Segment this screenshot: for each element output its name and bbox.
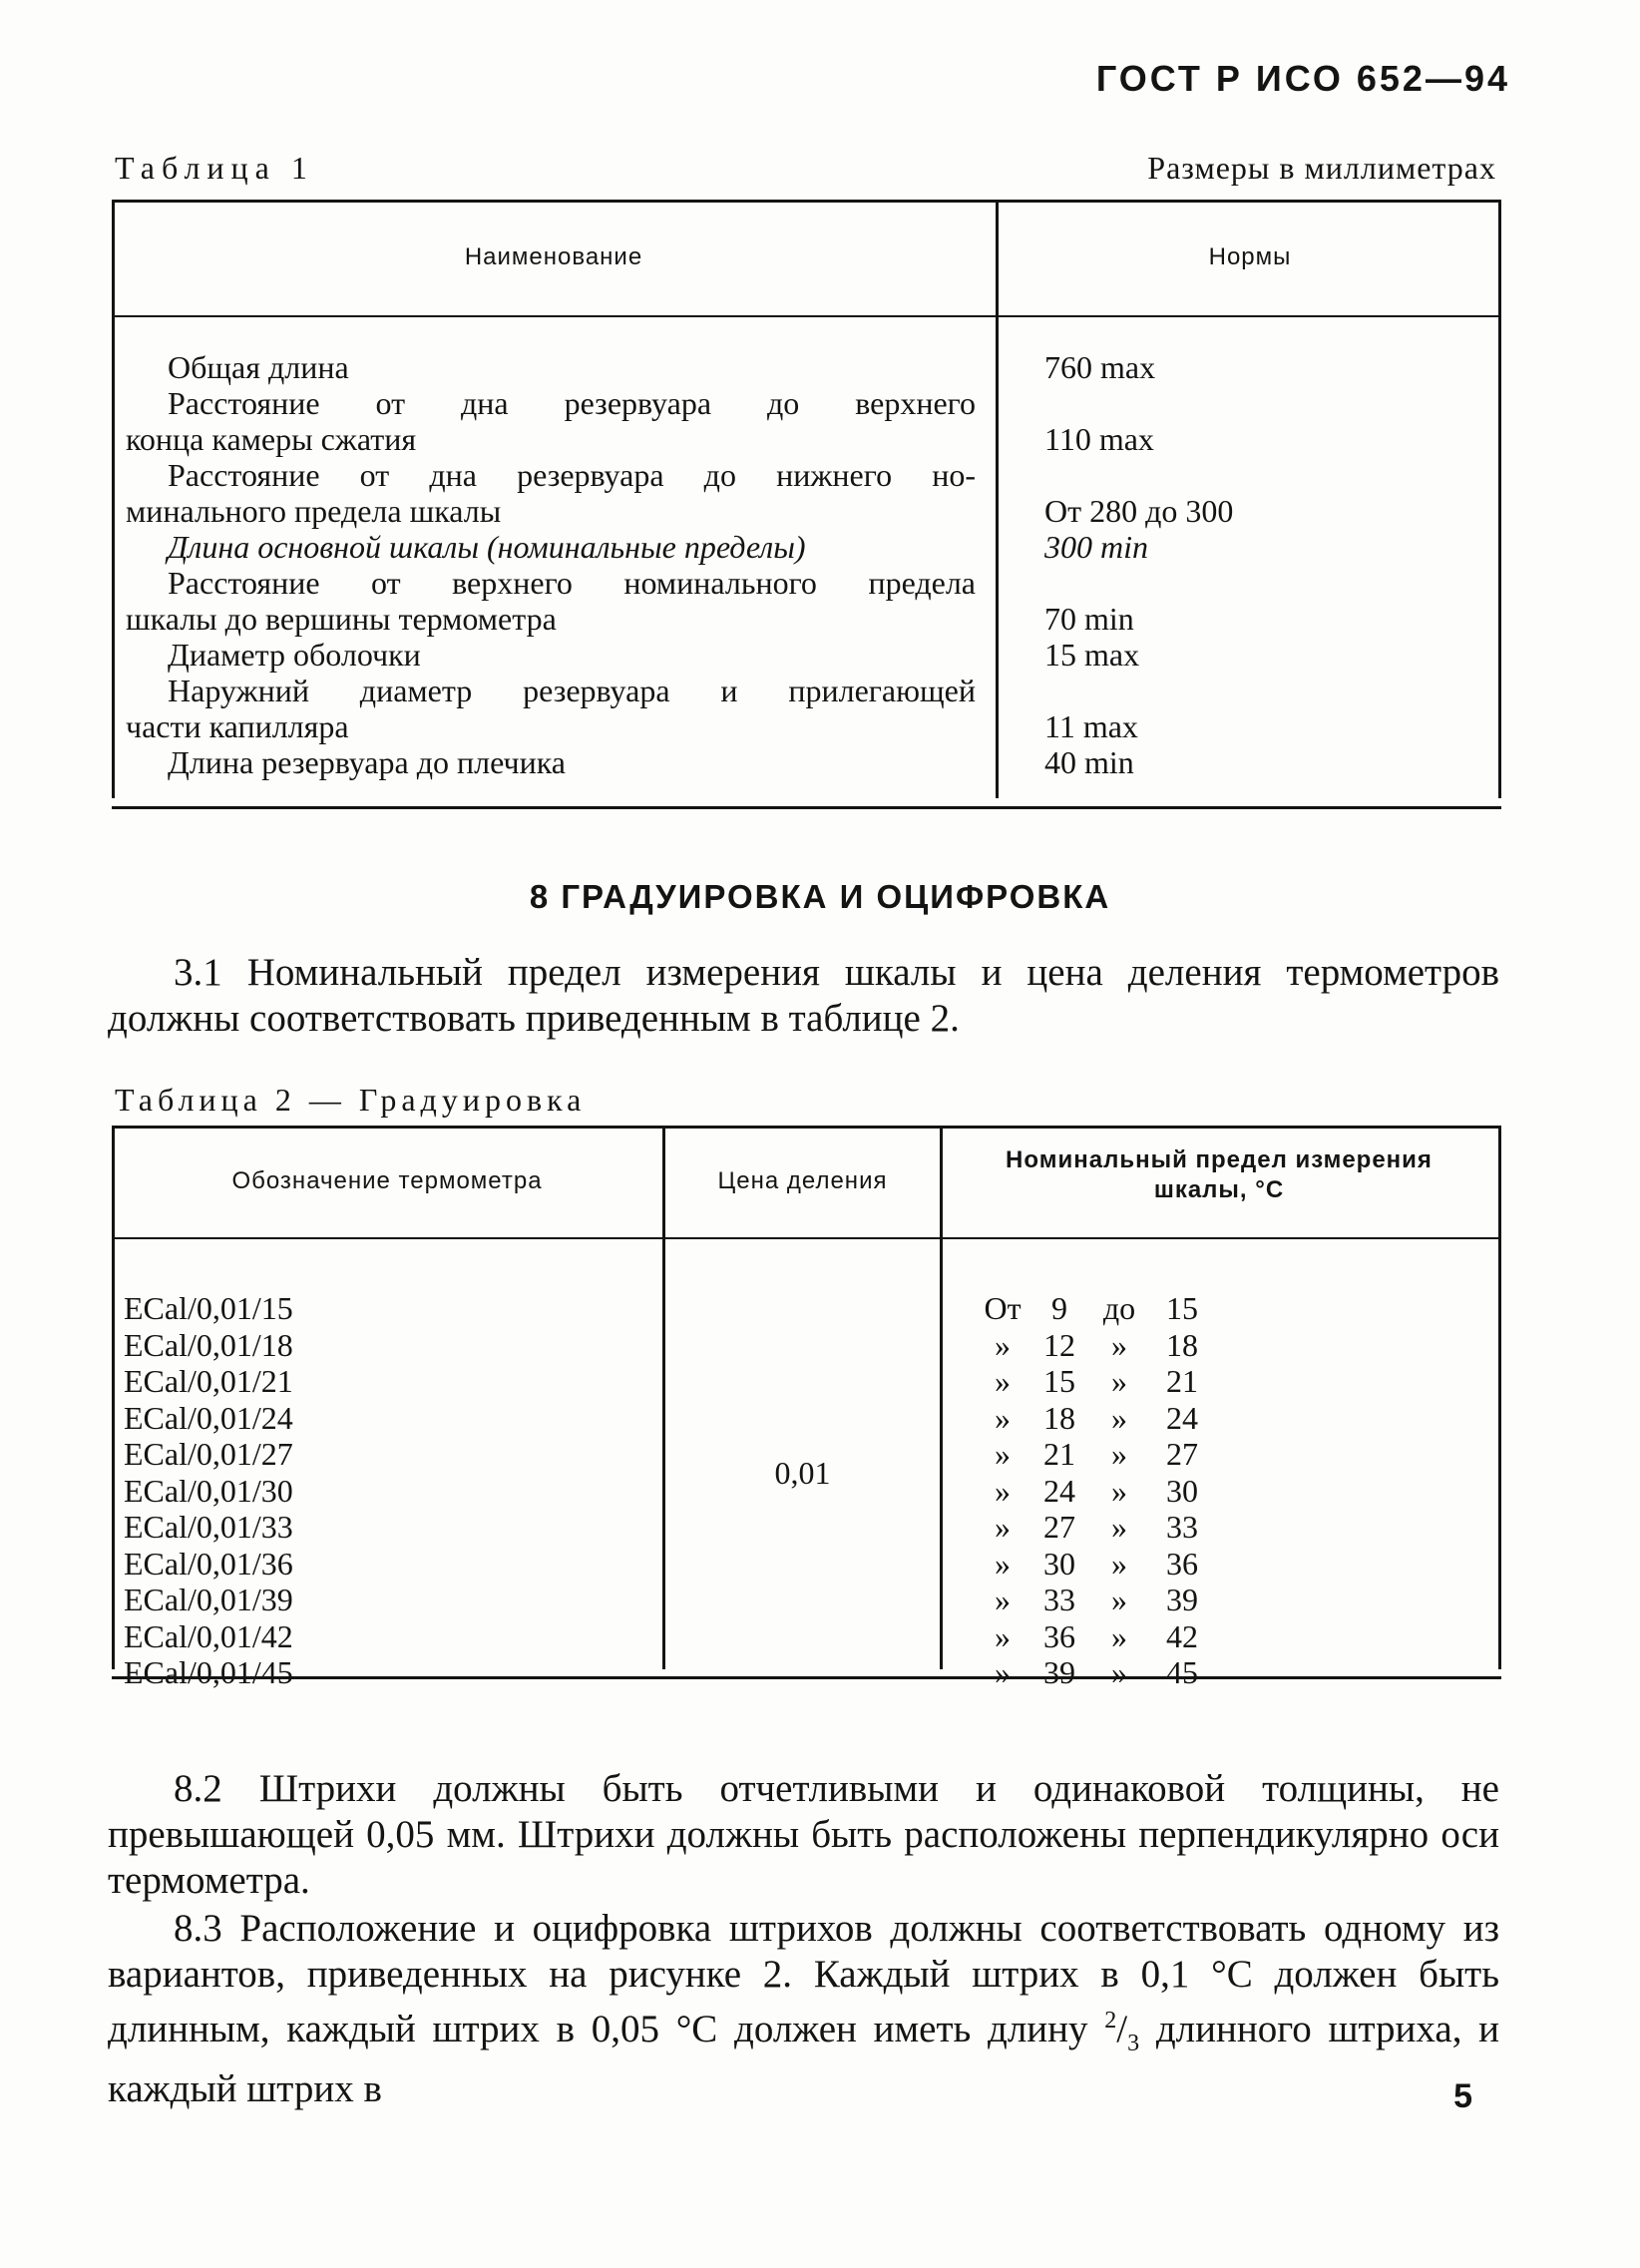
fraction-numerator: 2 bbox=[1104, 2008, 1117, 2034]
table2-range-word-to: » bbox=[1111, 1654, 1127, 1690]
table2-range-word-to: » bbox=[1111, 1545, 1127, 1582]
table1-row-name-line: Общая длина bbox=[168, 349, 349, 385]
table2-designation: ECal/0,01/27 bbox=[124, 1436, 293, 1472]
table2-bottom-rule bbox=[112, 1676, 1501, 1679]
table2-designation: ECal/0,01/30 bbox=[124, 1472, 293, 1509]
paragraph-8-3-text: 8.3 Расположение и оцифровка штрихов должны соответствовать одному из вариантов, приведенных на рисунке 2. Каждый штрих в 0,1 °С должен быть длинным, каждый штрих в 0,05 °С должен иметь длину bbox=[108, 1907, 1499, 2050]
table2-designation: ECal/0,01/39 bbox=[124, 1582, 293, 1617]
table2-range-lower: 27 bbox=[1043, 1509, 1075, 1545]
table2-range-upper: 33 bbox=[1166, 1509, 1198, 1545]
table2-designation: ECal/0,01/45 bbox=[124, 1654, 293, 1690]
table2-caption-row bbox=[115, 1082, 1496, 1119]
table1-row-value: 760 max bbox=[1044, 349, 1156, 385]
table1-row-name-line: Длина основной шкалы (номинальные пределы) bbox=[168, 529, 806, 565]
table2-range-upper: 24 bbox=[1166, 1399, 1198, 1436]
table2-range-upper: 45 bbox=[1166, 1654, 1198, 1690]
table1-row-name-line: Длина резервуара до плечика bbox=[168, 744, 566, 780]
table2-divider-1 bbox=[662, 1126, 665, 1669]
table2-range-lower: 9 bbox=[1051, 1290, 1067, 1326]
table2-right-border bbox=[1498, 1126, 1501, 1669]
table2-designation: ECal/0,01/15 bbox=[124, 1290, 293, 1326]
table2-range-word-from: » bbox=[995, 1326, 1011, 1363]
table2-top-rule bbox=[112, 1126, 1501, 1129]
table2-designation: ECal/0,01/42 bbox=[124, 1617, 293, 1654]
table1-caption-row bbox=[115, 150, 1496, 187]
table2-range-word-to: » bbox=[1111, 1509, 1127, 1545]
table1-row-value: 110 max bbox=[1044, 421, 1154, 457]
section-title: 8 ГРАДУИРОВКА И ОЦИФРОВКА bbox=[529, 878, 1111, 915]
table1 bbox=[112, 200, 1501, 810]
table1-row-value: 300 min bbox=[1044, 529, 1148, 565]
table1-row-value: 70 min bbox=[1044, 601, 1134, 637]
table2-range-word-to: » bbox=[1111, 1436, 1127, 1472]
table2-range-lower: 12 bbox=[1043, 1326, 1075, 1363]
table2-range-word-from: » bbox=[995, 1472, 1011, 1509]
table1-caption: Таблица 1 bbox=[115, 150, 314, 186]
table2-range-upper: 42 bbox=[1166, 1617, 1198, 1654]
paragraph-8-3-text-end: длинного штриха, и каждый штрих в bbox=[108, 2008, 1500, 2110]
fraction-denominator: 3 bbox=[1127, 2030, 1140, 2056]
table1-row-name-line: Диаметр оболочки bbox=[168, 637, 421, 673]
table2-range-lower: 21 bbox=[1043, 1436, 1075, 1472]
table2-range-lower: 30 bbox=[1043, 1545, 1075, 1582]
table2-range-lower: 33 bbox=[1043, 1582, 1075, 1617]
table2-range-word-to: » bbox=[1111, 1472, 1127, 1509]
table2-range-lower: 39 bbox=[1043, 1654, 1075, 1690]
page-number: 5 bbox=[1453, 2077, 1472, 2115]
table2-range-word-to: » bbox=[1111, 1326, 1127, 1363]
paragraph-8-2: 8.2 Штрихи должны быть отчетливыми и одинаковой толщины, не превышающей 0,05 мм. Штрихи должны быть расположены перпендикулярно оси термометра. bbox=[108, 1767, 1499, 1902]
table2-range-word-to: до bbox=[1102, 1290, 1136, 1326]
table2-range-word-from: » bbox=[995, 1436, 1011, 1472]
table1-header-norms: Нормы bbox=[1208, 243, 1292, 270]
table2-range-upper: 18 bbox=[1166, 1326, 1198, 1363]
table2-range-lower: 36 bbox=[1043, 1617, 1075, 1654]
table2-range-upper: 39 bbox=[1166, 1582, 1198, 1617]
table1-row-name-line: Расстояние от верхнего номинального предела bbox=[168, 565, 976, 601]
table1-column-divider bbox=[996, 200, 999, 798]
table2-division-value: 0,01 bbox=[774, 1455, 831, 1491]
table2-range-upper: 30 bbox=[1166, 1472, 1198, 1509]
table1-row-name-line: минального предела шкалы bbox=[126, 493, 502, 529]
table1-row-value: 15 max bbox=[1044, 637, 1140, 673]
table2-range-word-from: » bbox=[995, 1545, 1011, 1582]
paragraph-8-3: 8.3 Расположение и оцифровка штрихов должны соответствовать одному из вариантов, приведенных на рисунке 2. Каждый штрих в 0,1 °С должен быть длинным, каждый штрих в 0,05 °С должен иметь длину $^2/_3$ длинного штриха, и каждый штрих в bbox=[108, 1907, 1500, 2110]
table1-bottom-rule bbox=[112, 806, 1501, 809]
table2-range-word-from: » bbox=[995, 1617, 1011, 1654]
table1-right-border bbox=[1498, 200, 1501, 798]
table2-range-word-to: » bbox=[1111, 1617, 1127, 1654]
table1-row-value: 40 min bbox=[1044, 744, 1134, 780]
table1-left-border bbox=[112, 200, 115, 798]
table2-designation: ECal/0,01/24 bbox=[124, 1399, 293, 1436]
table1-row-name-line: Расстояние от дна резервуара до нижнего но- bbox=[168, 457, 976, 493]
table2-range-upper: 21 bbox=[1166, 1363, 1198, 1399]
table2-range-lower: 24 bbox=[1043, 1472, 1075, 1509]
table2-header-range: Номинальный предел измерения шкалы, °С bbox=[1006, 1146, 1433, 1203]
table1-header-rule bbox=[112, 315, 1501, 317]
table2-range-word-from: От bbox=[984, 1290, 1022, 1326]
table2-range-upper: 36 bbox=[1166, 1545, 1198, 1582]
table2-range-lower: 15 bbox=[1043, 1363, 1075, 1399]
table1-row-name-line: Наружний диаметр резервуара и прилегающей bbox=[168, 673, 976, 708]
paragraph-8-1: 3.1 Номинальный предел измерения шкалы и цена деления термометров должны соответствовать приведенным в таблице 2. bbox=[108, 951, 1499, 1040]
table2-header-designation: Обозначение термометра bbox=[231, 1167, 543, 1194]
table2-caption: Таблица 2 — Градуировка bbox=[115, 1082, 587, 1118]
table2-left-border bbox=[112, 1126, 115, 1669]
table1-row-value: От 280 до 300 bbox=[1044, 493, 1234, 529]
table1-row-name-line: конца камеры сжатия bbox=[126, 421, 417, 457]
table1-header-name: Наименование bbox=[464, 243, 643, 270]
table2-designation: ECal/0,01/33 bbox=[124, 1509, 293, 1545]
table1-row-name-line: Расстояние от дна резервуара до верхнего bbox=[168, 385, 976, 421]
table1-row-value: 11 max bbox=[1044, 708, 1138, 744]
table1-top-rule bbox=[112, 200, 1501, 203]
table2-range-word-to: » bbox=[1111, 1582, 1127, 1617]
table2 bbox=[112, 1126, 1501, 1690]
table1-row-name-line: части капилляра bbox=[126, 708, 349, 744]
table2-designation: ECal/0,01/36 bbox=[124, 1545, 293, 1582]
table2-range-word-from: » bbox=[995, 1582, 1011, 1617]
table2-divider-2 bbox=[940, 1126, 943, 1669]
table2-range-upper: 15 bbox=[1166, 1290, 1198, 1326]
table1-units: Размеры в миллиметрах bbox=[1147, 150, 1496, 186]
table2-range-upper: 27 bbox=[1166, 1436, 1198, 1472]
table2-designation: ECal/0,01/21 bbox=[124, 1363, 293, 1399]
table2-header-rule bbox=[112, 1237, 1501, 1239]
table2-header-division: Цена деления bbox=[717, 1167, 888, 1194]
table2-range-lower: 18 bbox=[1043, 1399, 1075, 1436]
table2-range-word-to: » bbox=[1111, 1363, 1127, 1399]
table2-range-word-to: » bbox=[1111, 1399, 1127, 1436]
table2-range-word-from: » bbox=[995, 1509, 1011, 1545]
table2-range-word-from: » bbox=[995, 1363, 1011, 1399]
table2-designation: ECal/0,01/18 bbox=[124, 1326, 293, 1363]
table2-range-word-from: » bbox=[995, 1654, 1011, 1690]
document-id: ГОСТ Р ИСО 652—94 bbox=[1095, 58, 1510, 99]
table2-range-word-from: » bbox=[995, 1399, 1011, 1436]
table1-row-name-line: шкалы до вершины термометра bbox=[126, 601, 557, 637]
